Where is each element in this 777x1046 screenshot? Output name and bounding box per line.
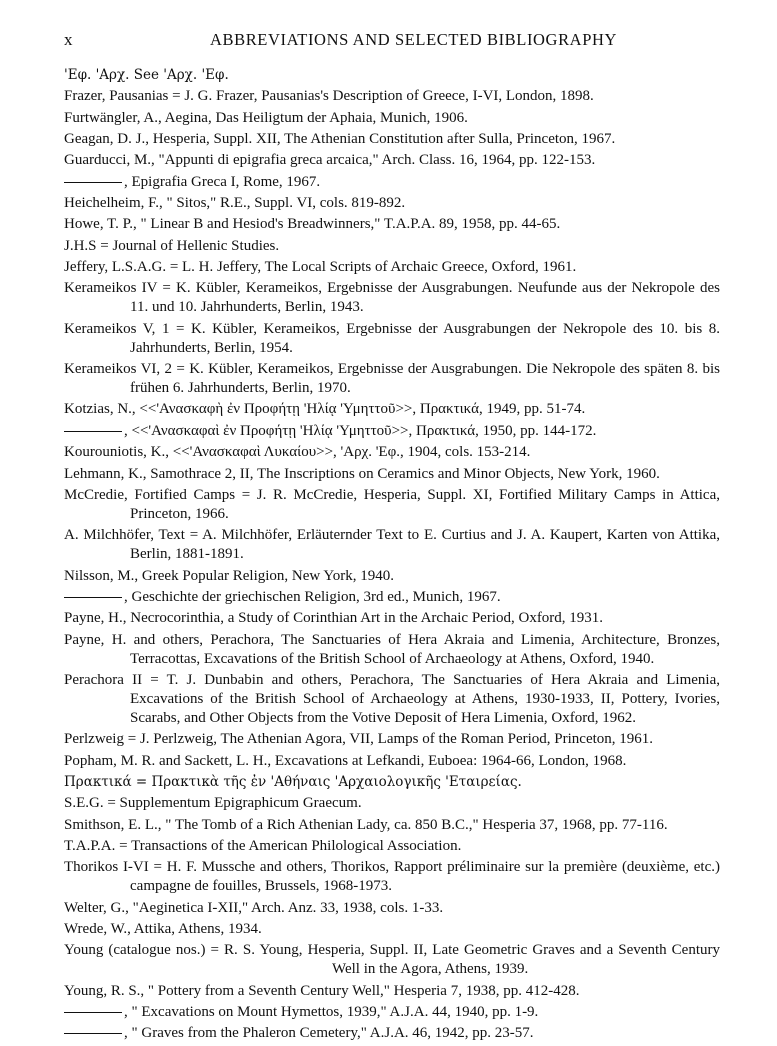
bibliography-entry: Geagan, D. J., Hesperia, Suppl. XII, The Athenian Constitution after Sulla, Princeton, 1967. [64,131,616,148]
bibliography-entry: 'Εφ. 'Αρχ. See 'Αρχ. 'Εφ. [64,67,229,83]
ditto-dash [64,1033,122,1034]
bibliography-entry: Howe, T. P., " Linear B and Hesiod's Breadwinners," T.A.P.A. 89, 1958, pp. 44-65. [64,216,561,233]
bibliography-entry: Payne, H. and others, Perachora, The Sanctuaries of Hera Akraia and Limenia, Architecture, Bronzes, Terracottas, Excavations of the British School of Archaeology at Athens, Oxford, 1940. [64,631,720,667]
bibliography-entry: McCredie, Fortified Camps = J. R. McCredie, Hesperia, Suppl. XI, Fortified Military Camps in Attica, Princeton, 1966. [64,486,720,522]
bibliography-entry-ditto [64,1003,720,1022]
bibliography-entry: Smithson, E. L., " The Tomb of a Rich Athenian Lady, ca. 850 B.C.," Hesperia 37, 1968, pp. 77-116. [64,816,668,833]
bibliography-entry: T.A.P.A. = Transactions of the American Philological Association. [64,837,462,854]
bibliography-entry: Guarducci, M., "Appunti di epigrafia greca arcaica," Arch. Class. 16, 1964, pp. 122-153. [64,152,596,169]
bibliography-entry: Young (catalogue nos.) = R. S. Young, Hesperia, Suppl. II, Late Geometric Graves and a Seventh Century Well in the Agora, Athens, 1939. [64,942,720,978]
bibliography-entry: Welter, G., "Aeginetica I-XII," Arch. Anz. 33, 1938, cols. 1-33. [64,899,444,916]
bibliography-entry: Heichelheim, F., " Sitos," R.E., Suppl. VI, cols. 819-892. [64,195,406,212]
ditto-dash [64,182,122,183]
bibliography-entry: Kotzias, N., <<'Ανασκαφὴ ἐν Προφήτῃ 'Ηλίᾳ 'Υμηττοῦ>>, Πρακτικά, 1949, pp. 51-74. [64,401,586,418]
bibliography-entry: Jeffery, L.S.A.G. = L. H. Jeffery, The Local Scripts of Archaic Greece, Oxford, 1961. [64,259,577,276]
bibliography-entry-ditto [64,588,720,607]
bibliography-entry: Kerameikos V, 1 = K. Kübler, Kerameikos, Ergebnisse der Ausgrabungen der Nekropole des 10. bis 8. Jahrhunderts, Berlin, 1954. [64,320,720,356]
bibliography-entry: Kourouniotis, K., <<'Ανασκαφαὶ Λυκαίου>>, 'Αρχ. 'Εφ., 1904, cols. 153-214. [64,444,531,461]
entry-text: , " Excavations on Mount Hymettos, 1939," A.J.A. 44, 1940, pp. 1-9. [124,1004,539,1021]
running-head: ABBREVIATIONS AND SELECTED BIBLIOGRAPHY [209,30,618,49]
entry-text: , Geschichte der griechischen Religion, 3rd ed., Munich, 1967. [124,588,501,605]
bibliography-list [64,66,720,1046]
bibliography-entry: Nilsson, M., Greek Popular Religion, New York, 1940. [64,567,394,584]
bibliography-entry: Perachora II = T. J. Dunbabin and others, Perachora, The Sanctuaries of Hera Akraia and Limenia, Excavations of the British School of Archaeology at Athens, 1930-1933, II, Pottery, Ivories, Scarabs, and Other Objects from the Votive Deposit of Hera Limenia, Oxford, 1962. [64,671,720,726]
bibliography-entry: Πρακτικά = Πρακτικὰ τῆς ἐν 'Αθήναις 'Αρχαιολογικῆς 'Εταιρείας. [64,773,522,790]
bibliography-entry: Furtwängler, A., Aegina, Das Heiligtum der Aphaia, Munich, 1906. [64,109,468,126]
bibliography-entry: Kerameikos IV = K. Kübler, Kerameikos, Ergebnisse der Ausgrabungen. Neufunde aus der Nekropole des 11. und 10. Jahrhunderts, Berlin, 1943. [64,280,720,316]
bibliography-entry: Lehmann, K., Samothrace 2, II, The Inscriptions on Ceramics and Minor Objects, New York, 1960. [64,465,660,482]
bibliography-entry: A. Milchhöfer, Text = A. Milchhöfer, Erläuternder Text to E. Curtius and J. A. Kaupert, Karten von Attika, Berlin, 1881-1891. [64,527,720,563]
page-header [64,24,743,54]
page-number: x [64,30,74,49]
bibliography-entry: J.H.S = Journal of Hellenic Studies. [64,237,280,254]
ditto-dash [64,597,122,598]
bibliography-entry: Kerameikos VI, 2 = K. Kübler, Kerameikos, Ergebnisse der Ausgrabungen. Die Nekropole des späten 8. bis frühen 6. Jahrhunderts, Berlin, 1970. [64,361,720,397]
bibliography-entry-ditto [64,1024,720,1043]
entry-text: , <<'Ανασκαφαὶ ἐν Προφήτῃ 'Ηλίᾳ 'Υμηττοῦ>>, Πρακτικά, 1950, pp. 144-172. [124,422,597,439]
bibliography-entry: Frazer, Pausanias = J. G. Frazer, Pausanias's Description of Greece, I-VI, London, 1898. [64,88,594,105]
bibliography-entry: Young, R. S., " Pottery from a Seventh Century Well," Hesperia 7, 1938, pp. 412-428. [64,982,580,999]
bibliography-entry: Wrede, W., Attika, Athens, 1934. [64,921,262,937]
bibliography-entry: Thorikos I-VI = H. F. Mussche and others, Thorikos, Rapport préliminaire sur la première (deuxième, etc.) campagne de fouilles, Brussels, 1968-1973. [64,859,720,895]
bibliography-entry: S.E.G. = Supplementum Epigraphicum Graecum. [64,795,362,812]
ditto-dash [64,1012,122,1013]
bibliography-entry-ditto [64,173,720,192]
ditto-dash [64,431,122,432]
bibliography-entry: Payne, H., Necrocorinthia, a Study of Corinthian Art in the Archaic Period, Oxford, 1931. [64,610,604,627]
bibliography-entry: Perlzweig = J. Perlzweig, The Athenian Agora, VII, Lamps of the Roman Period, Princeton, 1961. [64,731,654,748]
entry-text: , " Graves from the Phaleron Cemetery," A.J.A. 46, 1942, pp. 23-57. [124,1025,534,1042]
bibliography-entry-ditto [64,422,720,441]
bibliography-entry: Popham, M. R. and Sackett, L. H., Excavations at Lefkandi, Euboea: 1964-66, London, 1968. [64,752,627,769]
entry-text: , Epigrafia Greca I, Rome, 1967. [124,173,321,190]
